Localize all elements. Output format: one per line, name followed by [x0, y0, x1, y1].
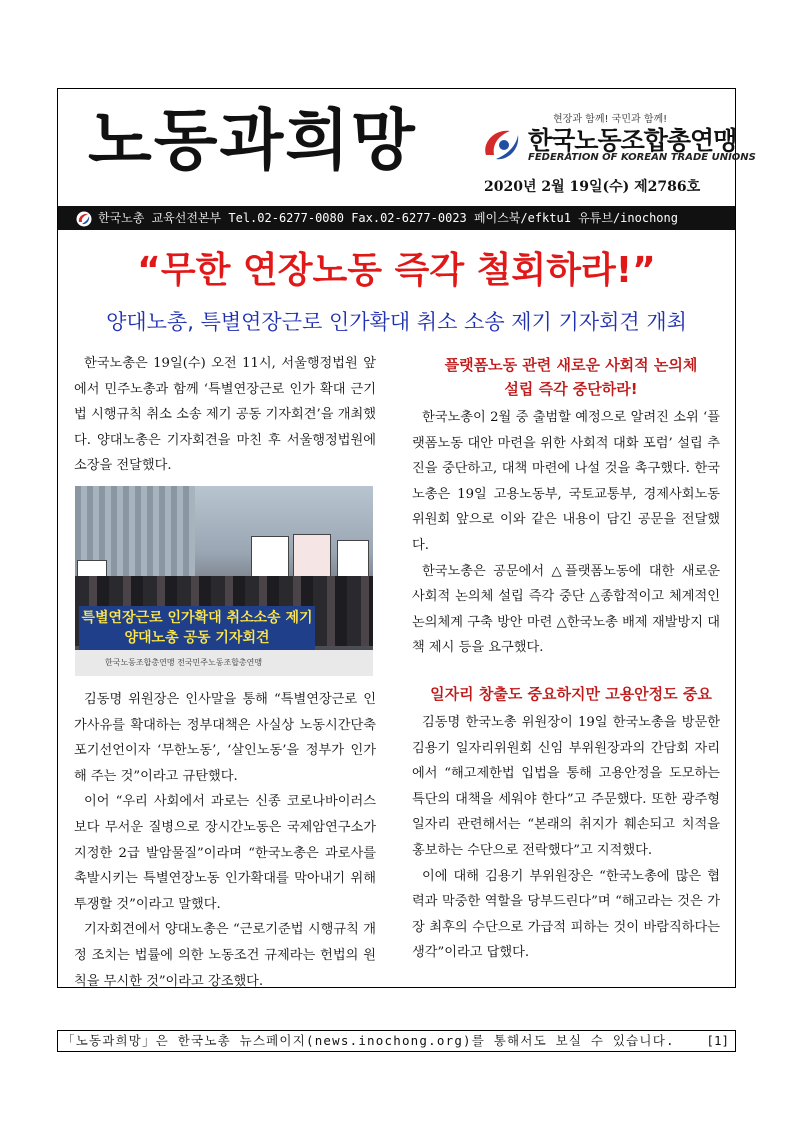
org-name: 한국노동조합총연맹 — [528, 126, 737, 155]
left-intro — [74, 351, 376, 479]
page-number: [1] — [706, 1033, 729, 1048]
photo-banner — [79, 606, 315, 650]
sub-headline: 양대노총, 특별연장근로 인가확대 취소 소송 제기 기자회견 개최 — [106, 310, 687, 334]
paragraph: 김동명 한국노총 위원장이 19일 한국노총을 방문한 김용기 일자리위원회 신임 부위원장과의 간담회 자리에서 “해고제한법 입법을 통해 고용안정을 도모하는 특단의 대책을 세워야 한다”고 주문했다. 또한 광주형일자리 관련해서는 “본래의 취지가 훼손되고 치적을 홍보하는 수단으로 전락했다”고 지적했다. — [412, 715, 720, 858]
section-heading-line: 설립 즉각 중단하라! — [504, 380, 638, 398]
footer-bar — [57, 1030, 736, 1052]
right-section-employment — [412, 710, 720, 966]
paragraph: 한국노총은 19일(수) 오전 11시, 서울행정법원 앞에서 민주노총과 함께 ‘특별연장근로 인가 확대 근기법 시행규칙 취소 소송 제기 공동 기자회견’을 개최했다. 양대노총은 기자회견을 마친 후 서울행정법원에 소장을 전달했다. — [74, 356, 376, 474]
contact-info-bar — [58, 206, 735, 230]
photo-banner-line2: 양대노총 공동 기자회견 — [124, 630, 270, 646]
paragraph: 기자회견에서 양대노총은 “근로기준법 시행규칙 개정 조치는 법률에 의한 노동조건 규제라는 헌법의 원칙을 무시한 것”이라고 강조했다. — [74, 922, 376, 989]
fktu-logo-icon — [480, 125, 524, 165]
paragraph: 이어 “우리 사회에서 과로는 신종 코로나바이러스 보다 무서운 질병으로 장시간노동은 국제암연구소가 지정한 2급 발암물질”이라며 “한국노총은 과로사를 촉발시키는 특별연장노동 인가확대를 막아내기 위해 투쟁할 것”이라고 말했다. — [74, 794, 376, 912]
newsletter-title: 노동과희망 — [88, 101, 417, 179]
fktu-emblem-icon — [76, 211, 92, 227]
left-body — [74, 687, 376, 994]
section-heading-line: 플랫폼노동 관련 새로운 사회적 논의체 — [444, 356, 698, 374]
issue-date: 2020년 2월 19일(수) 제2786호 — [484, 179, 701, 195]
section-heading-platform — [410, 353, 732, 401]
paragraph: 이에 대해 김용기 부위원장은 “한국노총에 많은 협력과 막중한 역할을 당부드린다”며 “해고라는 것은 가장 최후의 수단으로 가급적 피하는 것이 바람직하다는 생각”이라고 답했다. — [412, 868, 720, 961]
main-headline: “무한 연장노동 즉각 철회하라!” — [137, 250, 656, 291]
section-heading-employment: 일자리 창출도 중요하지만 고용안정도 중요 — [430, 685, 712, 703]
photo-banner-bottom-text: 한국노동조합총연맹 전국민주노동조합총연맹 — [105, 658, 263, 667]
photo-banner-line1: 특별연장근로 인가확대 취소소송 제기 — [81, 610, 313, 626]
paragraph: 한국노총은 공문에서 △플랫폼노동에 대한 새로운 사회적 논의체 설립 즉각 중단 △종합적이고 체계적인 논의체계 구축 방안 마련 △한국노총 배제 재발방지 대책 제시 등을 요구했다. — [412, 563, 720, 656]
paragraph: 한국노총이 2월 중 출범할 예정으로 알려진 소위 ‘플랫폼노동 대안 마련을 위한 사회적 대화 포럼’ 설립 추진을 중단하고, 대책 마련에 나설 것을 촉구했다. 한국노총은 19일 고용노동부, 국토교통부, 경제사회노동위원회 앞으로 이와 같은 내용이 담긴 공문을 전달했다. — [412, 410, 720, 553]
slogan: 현장과 함께! 국민과 함께! — [553, 114, 668, 125]
paragraph: 김동명 위원장은 인사말을 통해 “특별연장근로 인가사유를 확대하는 정부대책은 사실상 노동시간단축 포기선언이자 ‘무한노동’, ‘살인노동’을 정부가 인가해 주는 것”이라고 규탄했다. — [74, 692, 376, 784]
contact-info-text: 한국노총 교육선전본부 Tel.02-6277-0080 Fax.02-6277-0023 페이스북/efktu1 유튜브/inochong — [98, 211, 678, 225]
photo-banner-bottom — [75, 650, 373, 676]
footer-text: 「노동과희망」은 한국노총 뉴스페이지(news.inochong.org)를 통해서도 보실 수 있습니다. — [62, 1033, 675, 1048]
press-conference-photo — [75, 486, 373, 676]
org-name-en: FEDERATION OF KOREAN TRADE UNIONS — [528, 152, 756, 163]
right-section-platform — [412, 405, 720, 661]
